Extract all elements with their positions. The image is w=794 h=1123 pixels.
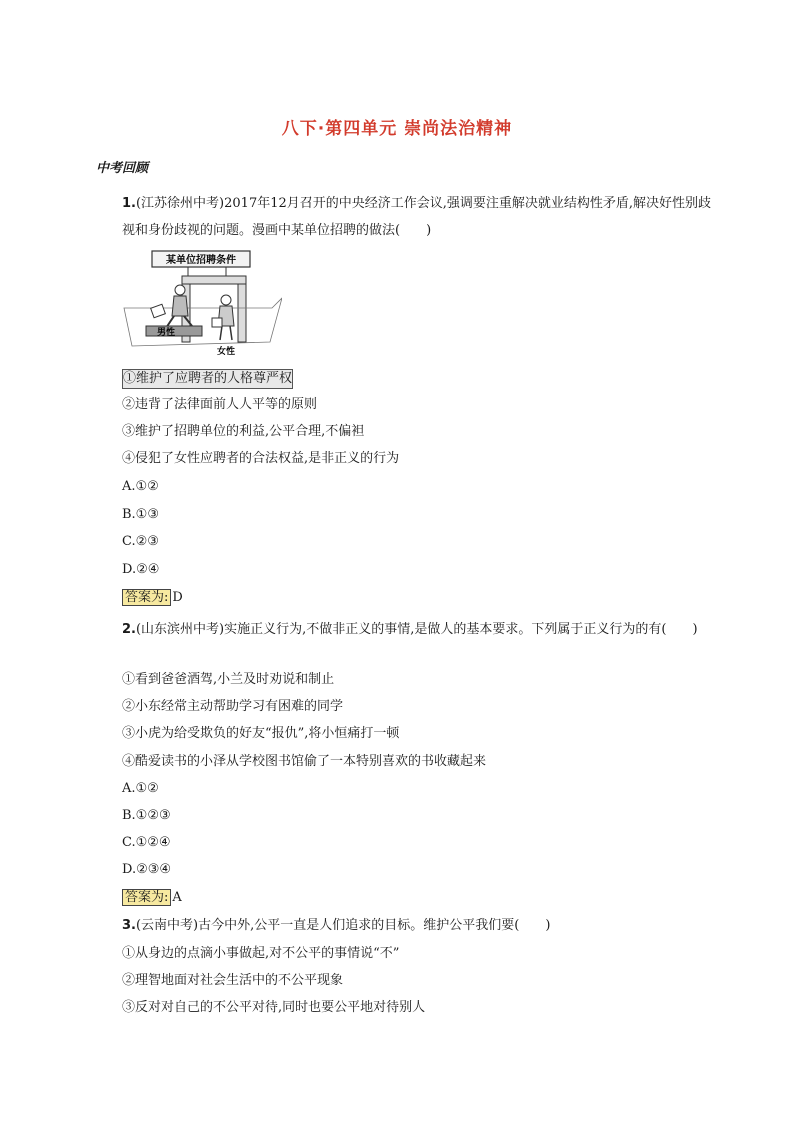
answer-label: 答案为: — [122, 589, 171, 606]
section-heading: 中考回顾 — [96, 161, 149, 176]
question-3-statement-2: ②理智地面对社会生活中的不公平现象 — [122, 973, 344, 988]
question-2-statement-3: ③小虎为给受欺负的好友“报仇”,将小恒痛打一顿 — [122, 726, 400, 741]
female-head — [221, 295, 231, 305]
gate-top — [182, 276, 246, 284]
question-1-stem: 1.(江苏徐州中考)2017年12月召开的中央经济工作会议,强调要注重解决就业结构性矛盾,解决好性别歧视和身份歧视的问题。漫画中某单位招聘的做法( ) — [122, 196, 712, 238]
question-2-statement-1: ①看到爸爸酒驾,小兰及时劝说和制止 — [122, 672, 335, 687]
ground-lines — [124, 298, 282, 346]
answer-value: D — [172, 590, 183, 605]
answer-label: 答案为: — [122, 889, 171, 906]
question-2-option-b: B.①②③ — [122, 808, 171, 823]
page-title: 八下·第四单元 崇尚法治精神 — [281, 119, 513, 139]
question-1-option-d: D.②④ — [122, 562, 160, 577]
question-1-statement-3: ③维护了招聘单位的利益,公平合理,不偏袒 — [122, 424, 365, 439]
male-folder — [151, 304, 166, 318]
question-3-stem: 3.(云南中考)古今中外,公平一直是人们追求的目标。维护公平我们要( ) — [122, 918, 551, 933]
female-legs — [220, 326, 232, 340]
question-3-stem-text: (云南中考)古今中外,公平一直是人们追求的目标。维护公平我们要( ) — [135, 918, 551, 933]
question-2-statement-4: ④酷爱读书的小泽从学校图书馆偷了一本特别喜欢的书收藏起来 — [122, 754, 487, 769]
male-head — [175, 285, 185, 295]
female-folder — [212, 318, 222, 327]
question-1-statement-4: ④侵犯了女性应聘者的合法权益,是非正义的行为 — [122, 451, 400, 466]
question-2-answer — [122, 889, 182, 907]
question-2-stem: 2.(山东滨州中考)实施正义行为,不做非正义的事情,是做人的基本要求。下列属于正义行为的有( ) — [122, 622, 698, 637]
question-2-option-d: D.②③④ — [122, 862, 172, 877]
question-2-option-c: C.①②④ — [122, 835, 171, 850]
question-2-stem-text: (山东滨州中考)实施正义行为,不做非正义的事情,是做人的基本要求。下列属于正义行为的有( ) — [135, 622, 698, 637]
question-3-statement-3: ③反对对自己的不公平对待,同时也要公平地对待别人 — [122, 1000, 426, 1015]
question-1-option-c: C.②③ — [122, 534, 159, 549]
male-label: 男性 — [156, 328, 176, 338]
question-1-stem-text: (江苏徐州中考)2017年12月召开的中央经济工作会议,强调要注重解决就业结构性矛盾,解决好性别歧视和身份歧视的问题。漫画中某单位招聘的做法( ) — [122, 196, 712, 238]
question-1-statement-2: ②违背了法律面前人人平等的原则 — [122, 397, 318, 412]
question-1-option-a: A.①② — [122, 479, 159, 494]
male-body — [172, 296, 188, 316]
cartoon-banner-text: 某单位招聘条件 — [166, 255, 236, 266]
question-1-option-b: B.①③ — [122, 507, 159, 522]
female-label: 女性 — [216, 347, 236, 357]
answer-value: A — [172, 890, 182, 905]
recruitment-cartoon — [122, 246, 282, 358]
question-2-statement-2: ②小东经常主动帮助学习有困难的同学 — [122, 699, 344, 714]
gate-post-right — [238, 276, 246, 342]
question-1-statement-1: ①维护了应聘者的人格尊严权 — [122, 369, 293, 389]
question-1-answer — [122, 589, 183, 607]
question-3-statement-1: ①从身边的点滴小事做起,对不公平的事情说“不” — [122, 946, 400, 961]
question-2-option-a: A.①② — [122, 781, 159, 796]
